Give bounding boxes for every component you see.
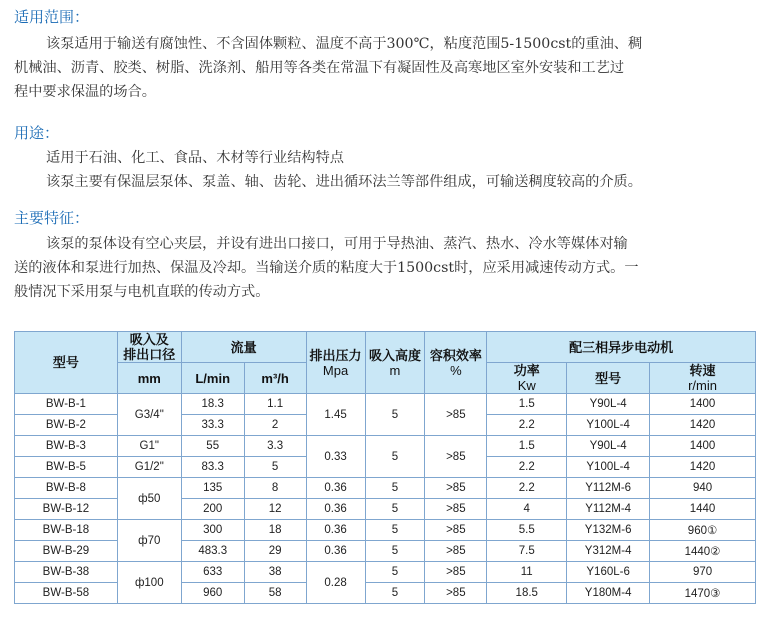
cell-motor-model: Y160L-6 [567,562,650,583]
cell-flow-lmin: 55 [181,436,244,457]
cell-suction: 5 [365,562,425,583]
cell-suction: 5 [365,499,425,520]
cell-flow-lmin: 18.3 [181,394,244,415]
cell-flow-m3h: 1.1 [244,394,306,415]
scope-line-1: 该泵适用于输送有腐蚀性、不含固体颗粒、温度不高于300℃，粘度范围5-1500cst的重油、稠 [46,36,643,52]
header-flow: 流量 [181,332,306,363]
scope-line-3: 程中要求保温的场合。 [14,84,156,100]
cell-pressure: 1.45 [306,394,365,436]
cell-port: G3/4" [117,394,181,436]
cell-model: BW-B-2 [15,415,118,436]
cell-flow-m3h: 3.3 [244,436,306,457]
cell-power: 5.5 [487,520,567,541]
cell-motor-model: Y90L-4 [567,436,650,457]
header-suction [365,332,425,394]
cell-efficiency: >85 [425,436,487,478]
cell-power: 2.2 [487,415,567,436]
usage-heading: 用途： [14,124,60,142]
cell-flow-lmin: 633 [181,562,244,583]
cell-efficiency: >85 [425,562,487,583]
cell-motor-model: Y132M-6 [567,520,650,541]
cell-efficiency: >85 [425,520,487,541]
cell-efficiency: >85 [425,583,487,604]
cell-motor-model: Y312M-4 [567,541,650,562]
cell-flow-lmin: 135 [181,478,244,499]
header-pressure [306,332,365,394]
cell-speed: 1420 [650,457,756,478]
cell-flow-m3h: 38 [244,562,306,583]
cell-model: BW-B-12 [15,499,118,520]
cell-speed: 1440② [650,541,756,562]
header-efficiency-unit: % [450,362,462,378]
cell-suction: 5 [365,436,425,478]
cell-pressure: 0.36 [306,541,365,562]
features-line-3: 般情况下采用泵与电机直联的传动方式。 [14,284,270,300]
cell-pressure: 0.36 [306,520,365,541]
cell-flow-lmin: 483.3 [181,541,244,562]
header-speed-unit: r/min [688,378,717,393]
cell-model: BW-B-1 [15,394,118,415]
cell-motor-model: Y100L-4 [567,415,650,436]
header-speed-line-1: 转速 [689,363,716,378]
cell-efficiency: >85 [425,478,487,499]
cell-port: G1/2" [117,457,181,478]
cell-port: G1" [117,436,181,457]
cell-pressure: 0.36 [306,499,365,520]
header-flow-m3h: m³/h [244,363,306,394]
header-motor: 配三相异步电动机 [487,332,756,363]
features-line-2: 送的液体和泵进行加热、保温及冷却。当输送介质的粘度大于1500cst时，应采用减速传动方式。一 [14,260,639,276]
header-power-unit: Kw [517,378,536,393]
cell-model: BW-B-3 [15,436,118,457]
cell-flow-lmin: 33.3 [181,415,244,436]
cell-efficiency: >85 [425,499,487,520]
cell-flow-m3h: 58 [244,583,306,604]
usage-paragraph [14,146,758,194]
usage-line-2: 该泵主要有保温层泵体、泵盖、轴、齿轮、进出循环法兰等部件组成，可输送稠度较高的介质。 [46,174,642,190]
header-flow-lmin: L/min [181,363,244,394]
cell-speed: 960① [650,520,756,541]
cell-suction: 5 [365,520,425,541]
cell-power: 1.5 [487,436,567,457]
cell-port: ф100 [117,562,181,604]
cell-flow-m3h: 29 [244,541,306,562]
cell-model: BW-B-8 [15,478,118,499]
cell-model: BW-B-58 [15,583,118,604]
table-row [15,520,756,541]
cell-efficiency: >85 [425,541,487,562]
cell-port: ф70 [117,520,181,562]
cell-model: BW-B-38 [15,562,118,583]
scope-line-2: 机械油、沥青、胶类、树脂、洗涤剂、船用等各类在常温下有凝固性及高寒地区室外安装和工艺过 [14,60,625,76]
usage-line-1: 适用于石油、化工、食品、木材等行业结构特点 [46,150,344,166]
cell-flow-m3h: 5 [244,457,306,478]
header-power [487,363,567,394]
header-efficiency-line-1: 容积效率 [429,347,482,363]
cell-flow-lmin: 83.3 [181,457,244,478]
cell-model: BW-B-5 [15,457,118,478]
table-row [15,436,756,457]
cell-flow-m3h: 18 [244,520,306,541]
cell-suction: 5 [365,541,425,562]
cell-speed: 1400 [650,394,756,415]
cell-speed: 1400 [650,436,756,457]
header-efficiency [425,332,487,394]
cell-flow-lmin: 960 [181,583,244,604]
cell-model: BW-B-29 [15,541,118,562]
cell-efficiency: >85 [425,394,487,436]
cell-power: 2.2 [487,457,567,478]
cell-model: BW-B-18 [15,520,118,541]
table-row [15,394,756,415]
header-speed [650,363,756,394]
header-suction-line-1: 吸入高度 [368,347,421,363]
table-row [15,478,756,499]
cell-suction: 5 [365,583,425,604]
header-power-line-1: 功率 [513,363,540,378]
cell-power: 7.5 [487,541,567,562]
header-port [117,332,181,363]
scope-paragraph [14,32,758,104]
header-pressure-line-1: 排出压力 [309,347,362,363]
header-port-unit: mm [117,363,181,394]
cell-flow-lmin: 300 [181,520,244,541]
cell-motor-model: Y100L-4 [567,457,650,478]
header-motor-model: 型号 [567,363,650,394]
cell-flow-m3h: 8 [244,478,306,499]
cell-power: 2.2 [487,478,567,499]
header-model: 型号 [15,332,118,394]
features-paragraph [14,232,758,304]
cell-flow-lmin: 200 [181,499,244,520]
header-pressure-unit: Mpa [322,362,349,378]
cell-motor-model: Y112M-4 [567,499,650,520]
cell-suction: 5 [365,394,425,436]
cell-power: 1.5 [487,394,567,415]
scope-heading: 适用范围： [14,8,90,26]
cell-pressure: 0.36 [306,478,365,499]
cell-power: 4 [487,499,567,520]
cell-speed: 1470③ [650,583,756,604]
cell-pressure: 0.33 [306,436,365,478]
table-row [15,562,756,583]
header-suction-unit: m [389,362,401,378]
features-line-1: 该泵的泵体设有空心夹层，并设有进出口接口，可用于导热油、蒸汽、热水、冷水等媒体对输 [46,236,628,252]
cell-pressure: 0.28 [306,562,365,604]
cell-motor-model: Y180M-4 [567,583,650,604]
cell-power: 11 [487,562,567,583]
cell-flow-m3h: 2 [244,415,306,436]
pump-spec-table [14,331,756,604]
cell-speed: 1420 [650,415,756,436]
cell-port: ф50 [117,478,181,520]
cell-speed: 1440 [650,499,756,520]
header-port-line-1: 吸入及 [129,332,169,347]
features-heading: 主要特征： [14,209,90,227]
cell-speed: 970 [650,562,756,583]
cell-suction: 5 [365,478,425,499]
cell-power: 18.5 [487,583,567,604]
header-port-line-2: 排出口径 [123,347,176,362]
cell-motor-model: Y112M-6 [567,478,650,499]
cell-motor-model: Y90L-4 [567,394,650,415]
cell-flow-m3h: 12 [244,499,306,520]
cell-speed: 940 [650,478,756,499]
